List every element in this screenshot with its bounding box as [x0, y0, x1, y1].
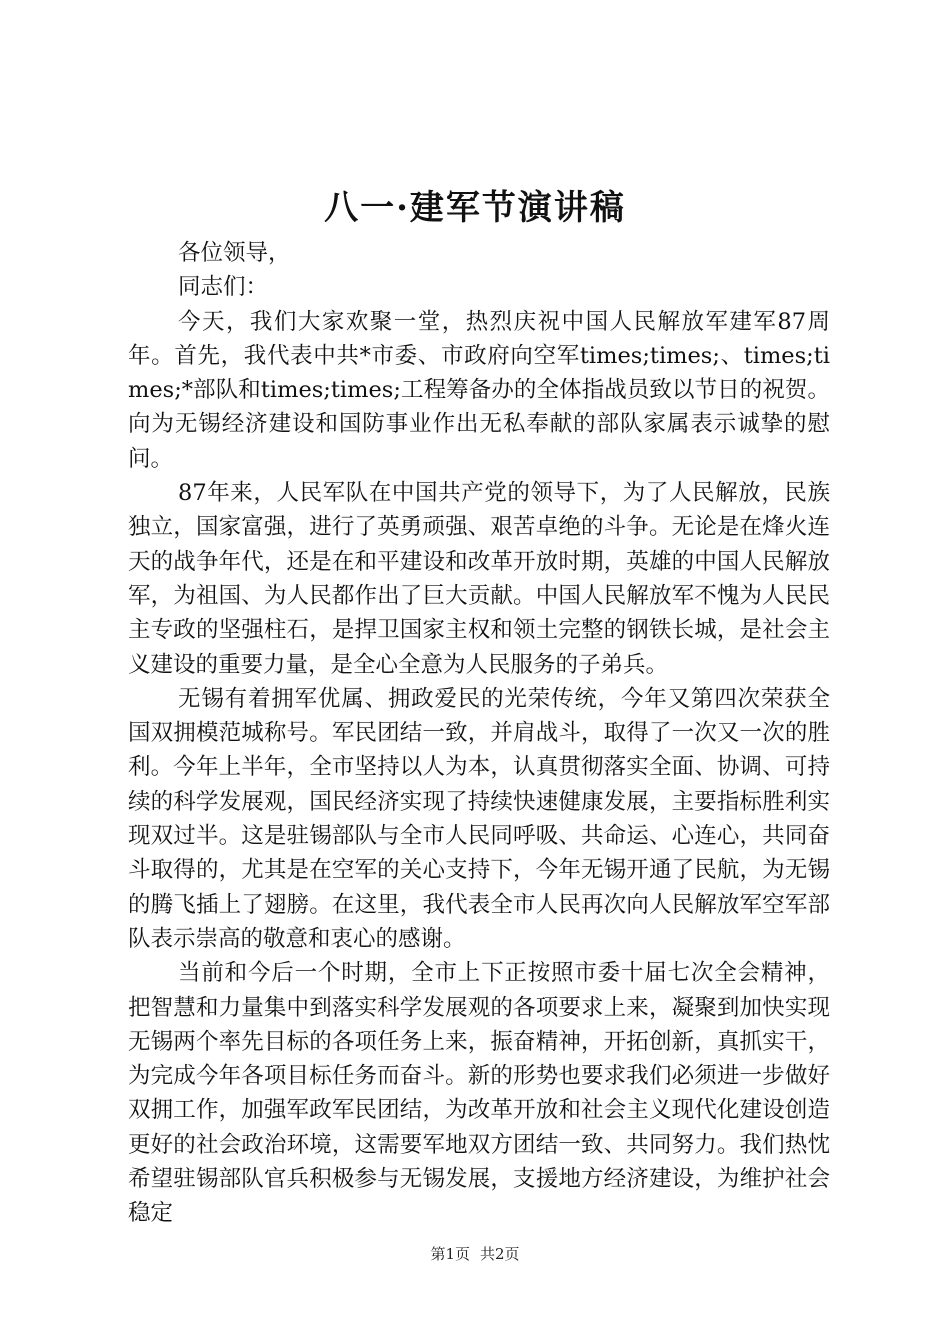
paragraph-2: 87年来，人民军队在中国共产党的领导下，为了人民解放，民族独立，国家富强，进行了英勇顽强、艰苦卓绝的斗争。无论是在烽火连天的战争年代，还是在和平建设和改革开放时期，英雄的中国人民解放军，为祖国、为人民都作出了巨大贡献。中国人民解放军不愧为人民民主专政的坚强柱石，是捍卫国家主权和领土完整的钢铁长城，是社会主义建设的重要力量，是全心全意为人民服务的子弟兵。: [128, 480, 830, 678]
paragraph-4: 当前和今后一个时期，全市上下正按照市委十届七次全会精神，把智慧和力量集中到落实科学发展观的各项要求上来，凝聚到加快实现无锡两个率先目标的各项任务上来，振奋精神，开拓创新，真抓实干，为完成今年各项目标任务而奋斗。新的形势也要求我们必须进一步做好双拥工作，加强军政军民团结，为改革开放和社会主义现代化建设创造更好的社会政治环境，这需要军地双方团结一致、共同努力。我们热忱希望驻锡部队官兵积极参与无锡发展，支援地方经济建设，为维护社会稳定: [128, 960, 830, 1227]
page-footer: [0, 1244, 950, 1264]
document-body: [128, 236, 830, 1231]
salutation-leaders: 各位领导，: [178, 240, 291, 266]
page-total: 共2页: [480, 1245, 520, 1263]
salutation-comrades: 同志们：: [178, 274, 269, 301]
paragraph-1: 今天，我们大家欢聚一堂，热烈庆祝中国人民解放军建军87周年。首先，我代表中共*市委、市政府向空军times;times;、times;times;*部队和times;times;工程筹备办的全体指战员致以节日的祝贺。向为无锡经济建设和国防事业作出无私奉献的部队家属表示诚挚的慰问。: [128, 308, 830, 472]
document-title: 八一·建军节演讲稿: [324, 188, 626, 228]
page-number: 第1页: [430, 1245, 470, 1263]
paragraph-3: 无锡有着拥军优属、拥政爱民的光荣传统，今年又第四次荣获全国双拥模范城称号。军民团结一致，并肩战斗，取得了一次又一次的胜利。今年上半年，全市坚持以人为本，认真贯彻落实全面、协调、可持续的科学发展观，国民经济实现了持续快速健康发展，主要指标胜利实现双过半。这是驻锡部队与全市人民同呼吸、共命运、心连心，共同奋斗取得的，尤其是在空军的关心支持下，今年无锡开通了民航，为无锡的腾飞插上了翅膀。在这里，我代表全市人民再次向人民解放军空军部队表示崇高的敬意和衷心的感谢。: [128, 685, 830, 952]
